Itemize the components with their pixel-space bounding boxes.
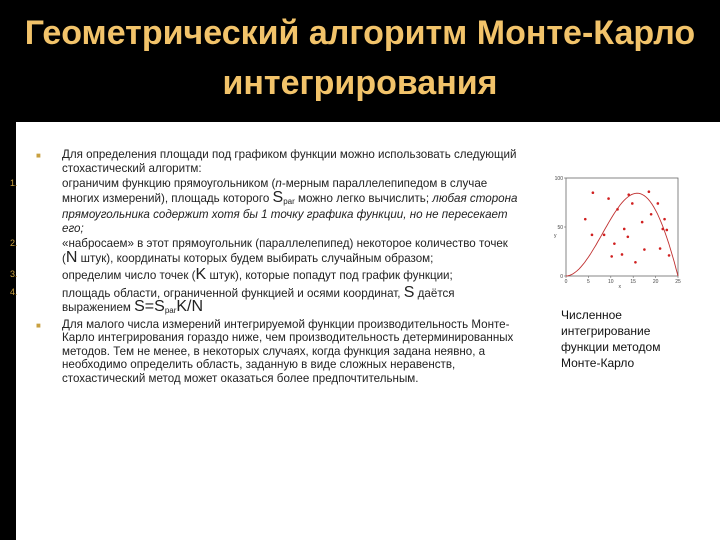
random-point: [643, 248, 646, 251]
step3-text-b: штук), которые попадут под график функции;: [209, 269, 453, 282]
bullet-icon: ■: [36, 151, 41, 160]
formula-a: S=S: [134, 298, 165, 315]
random-point: [659, 247, 662, 250]
random-point: [592, 191, 595, 194]
list-item-outro: [0, 318, 526, 386]
random-point: [631, 202, 634, 205]
x-tick-label: 20: [652, 279, 659, 285]
list-item-step3: [10, 266, 526, 283]
step4-S: S: [403, 283, 415, 301]
random-point: [634, 261, 637, 264]
monte-carlo-figure: [548, 158, 688, 288]
caption-line: Численное: [561, 308, 622, 322]
random-point: [610, 255, 613, 258]
y-axis-label: y: [554, 233, 557, 239]
step-number: 3.: [10, 269, 18, 279]
step3-text-a: определим число точек (: [62, 269, 196, 282]
intro-text: Для определения площади под графиком функции можно использовать следующий стохастический алгоритм:: [62, 148, 517, 175]
step2-text-b: штук), координаты которых будем выбирать случайным образом;: [80, 251, 434, 265]
monte-carlo-plot: [548, 158, 688, 288]
algorithm-list: [10, 148, 526, 385]
step4-text-b: даётся выражением: [62, 286, 455, 314]
random-point: [607, 197, 610, 200]
step1-italic: любая сторона прямоугольника содержит хотя бы 1 точку графика функции, но не пересекает его;: [62, 191, 518, 235]
y-tick-label: 100: [554, 176, 563, 182]
outro-text: Для малого числа измерений интегрируемой функции производительность Монте-Карло интегрирования гораздо ниже, чем производительность детерминированных методов. Тем не менее, в некоторых случаях, когда функция задана неявно, а необходимо определить область, заданную в виде сложных неравенств, стохастический метод может оказаться более предпочтительным.: [62, 317, 514, 385]
random-point: [641, 221, 644, 224]
random-point: [621, 253, 624, 256]
y-tick-label: 0: [560, 274, 563, 280]
step2-text-a: «набросаем» в этот прямоугольник (параллелепипед) некоторое количество точек (: [62, 237, 508, 265]
random-point: [666, 229, 669, 232]
random-point: [661, 228, 664, 231]
caption-line: функции методом: [561, 340, 661, 354]
x-tick-label: 5: [587, 279, 590, 285]
list-item-step4: [10, 283, 526, 318]
caption-line: Монте-Карло: [561, 356, 635, 370]
step1-text-c: можно легко вычислить;: [298, 191, 430, 205]
y-tick-label: 50: [557, 225, 563, 231]
step1-S: S: [272, 188, 284, 206]
step1-sub: par: [283, 196, 295, 206]
step4-text-a: площадь области, ограниченной функцией и осями координат,: [62, 286, 401, 300]
step2-N: N: [65, 248, 78, 266]
random-point: [603, 234, 606, 237]
random-point: [648, 190, 651, 193]
list-item-step1: [10, 177, 526, 235]
step-number: 2.: [10, 238, 18, 248]
random-point: [623, 228, 626, 231]
random-point: [668, 254, 671, 257]
slide-title: Геометрический алгоритм Монте-Карло интегрирования: [24, 14, 696, 102]
x-tick-label: 15: [630, 279, 636, 285]
formula-sub: par: [164, 306, 177, 315]
random-point: [663, 218, 666, 221]
plot-frame: [566, 178, 678, 276]
random-point: [627, 236, 630, 239]
step1-text-b: -мерным параллелепипедом в случае многих измерений), площадь которого: [62, 177, 488, 205]
random-point: [627, 193, 630, 196]
step3-K: K: [195, 266, 207, 283]
random-point: [591, 234, 594, 237]
random-point: [657, 202, 660, 205]
bullet-icon: ■: [36, 320, 41, 330]
step-number: 4.: [10, 286, 18, 297]
step1-n: n: [275, 177, 282, 190]
x-tick-label: 25: [675, 279, 681, 285]
caption-line: интегрирование: [561, 324, 651, 338]
list-item-step2: [10, 237, 526, 266]
random-point: [650, 213, 653, 216]
x-tick-label: 0: [564, 279, 568, 285]
random-point: [613, 242, 616, 245]
formula-b: K/N: [176, 298, 204, 315]
step1-text-a: ограничим функцию прямоугольником (: [62, 177, 276, 190]
x-axis-label: x: [618, 284, 622, 288]
title-bar: [0, 0, 720, 118]
x-tick-label: 10: [608, 279, 614, 285]
random-point: [584, 218, 587, 221]
figure-caption: [561, 307, 701, 371]
random-point: [616, 208, 619, 211]
step-number: 1.: [10, 178, 18, 188]
list-item-intro: [0, 148, 526, 175]
